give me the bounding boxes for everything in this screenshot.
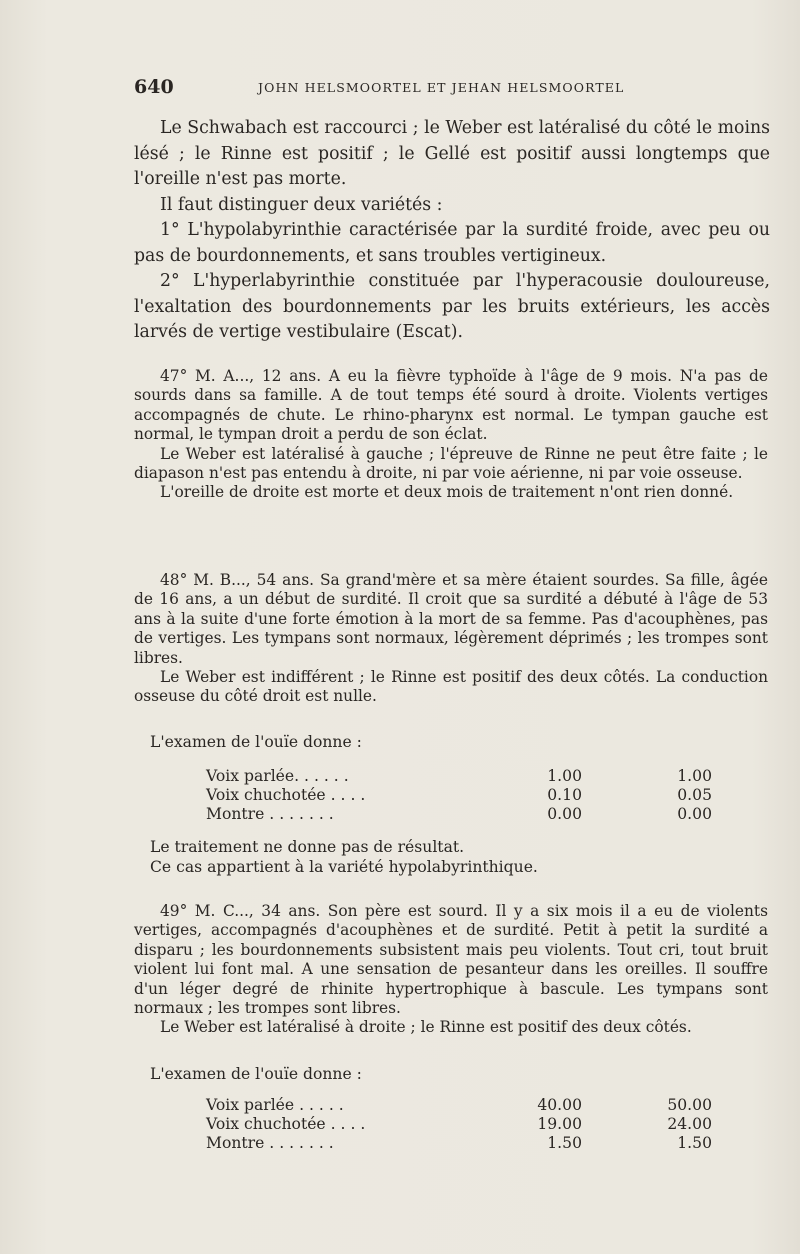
table-cell-label: Voix parlée . . . . .	[206, 1095, 344, 1114]
table-row	[206, 1133, 712, 1152]
case-paragraph: 47° M. A..., 12 ans. A eu la fièvre typhoïde à l'âge de 9 mois. N'a pas de sourds dans sa famille. A de tout temps été sourd à droite. Violents vertiges accompagnés de chute. Le rhino-pharynx est normal. Le tympan gauche est normal, le tympan droit a perdu de son éclat.	[134, 367, 768, 444]
case-paragraph: Le Weber est indifférent ; le Rinne est positif des deux côtés. La conduction osseuse du côté droit est nulle.	[134, 668, 768, 706]
note-line: Ce cas appartient à la variété hypolabyrinthique.	[150, 858, 538, 876]
intro-paragraph: 2° L'hyperlabyrinthie constituée par l'hyperacousie douloureuse, l'exaltation des bourdonnements par les bruits extérieurs, les accès larvés de vertige vestibulaire (Escat).	[134, 271, 770, 342]
table-cell-label: Voix parlée. . . . . .	[206, 766, 349, 785]
case-49	[134, 902, 768, 1038]
case-48-notes	[150, 837, 538, 877]
table-cell-value: 24.00	[667, 1114, 712, 1133]
table-row	[206, 1114, 712, 1133]
table-row	[206, 804, 712, 823]
table-cell-value: 0.10	[547, 785, 582, 804]
table-row	[206, 785, 712, 804]
case-48	[134, 571, 768, 707]
case-47	[134, 367, 768, 503]
intro-section	[134, 116, 770, 346]
table-cell-label: Montre . . . . . . .	[206, 1133, 334, 1152]
table-cell-value: 0.00	[677, 804, 712, 823]
hearing-exam-intro: L'examen de l'ouïe donne :	[150, 1065, 362, 1083]
table-cell-label: Montre . . . . . . .	[206, 804, 334, 823]
intro-paragraph: Le Schwabach est raccourci ; le Weber est latéralisé du côté le moins lésé ; le Rinne est positif ; le Gellé est positif aussi longtemps que l'oreille n'est pas morte.	[134, 118, 770, 189]
table-cell-label: Voix chuchotée . . . .	[206, 785, 366, 804]
table-cell-value: 19.00	[537, 1114, 582, 1133]
table-cell-value: 1.50	[547, 1133, 582, 1152]
table-row	[206, 766, 712, 785]
table-cell-value: 1.00	[677, 766, 712, 785]
case-paragraph: Le Weber est latéralisé à gauche ; l'épreuve de Rinne ne peut être faite ; le diapason n'est pas entendu à droite, ni par voie aérienne, ni par voie osseuse.	[134, 444, 768, 483]
hearing-exam-intro: L'examen de l'ouïe donne :	[150, 733, 362, 751]
case-paragraph: 48° M. B..., 54 ans. Sa grand'mère et sa mère étaient sourdes. Sa fille, âgée de 16 ans, a un début de surdité. Il croit que sa surdité a débuté à l'âge de 53 ans à la suite d'une forte émotion à la mort de sa femme. Pas d'acouphènes, pas de vertiges. Les tympans sont normaux, légèrement déprimés ; les trompes sont libres.	[134, 571, 768, 667]
case-paragraph: L'oreille de droite est morte et deux mois de traitement n'ont rien donné.	[160, 483, 734, 502]
hearing-table	[206, 1095, 712, 1152]
running-head: JOHN HELSMOORTEL ET JEHAN HELSMOORTEL	[258, 80, 625, 95]
table-cell-label: Voix chuchotée . . . .	[206, 1114, 366, 1133]
hearing-table	[206, 766, 712, 823]
case-paragraph: Le Weber est latéralisé à droite ; le Rinne est positif des deux côtés.	[160, 1018, 692, 1037]
table-cell-value: 1.50	[677, 1133, 712, 1152]
table-cell-value: 0.05	[677, 785, 712, 804]
table-row	[206, 1095, 712, 1114]
intro-paragraph: Il faut distinguer deux variétés :	[160, 194, 443, 215]
page-number: 640	[134, 76, 174, 98]
page-header	[134, 76, 734, 102]
intro-paragraph: 1° L'hypolabyrinthie caractérisée par la surdité froide, avec peu ou pas de bourdonnements, et sans troubles vertigineux.	[134, 220, 770, 266]
case-paragraph: 49° M. C..., 34 ans. Son père est sourd. Il y a six mois il a eu de violents vertiges, accompagnés d'acouphènes et de surdité. Petit à petit la surdité a disparu ; les bourdonnements subsistent mais peu violents. Tout cri, tout bruit violent lui font mal. A une sensation de pesanteur dans les oreilles. Il souffre d'un léger degré de rhinite hypertrophique à bascule. Les tympans sont normaux ; les trompes sont libres.	[134, 902, 768, 1018]
table-cell-value: 50.00	[667, 1095, 712, 1114]
note-line: Le traitement ne donne pas de résultat.	[150, 838, 465, 856]
table-cell-value: 0.00	[547, 804, 582, 823]
table-cell-value: 1.00	[547, 766, 582, 785]
table-cell-value: 40.00	[537, 1095, 582, 1114]
